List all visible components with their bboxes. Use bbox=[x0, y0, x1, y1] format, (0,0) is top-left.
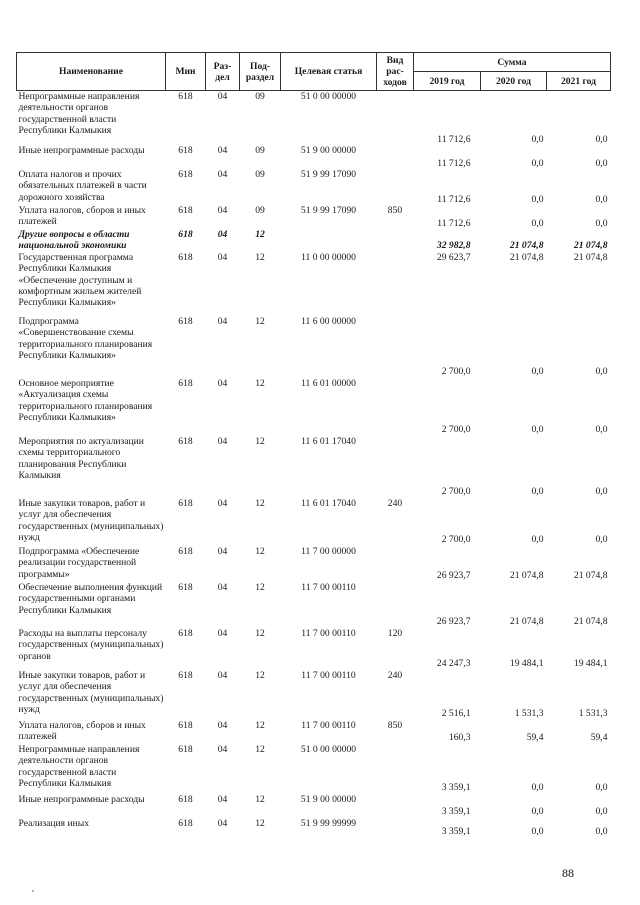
cell-razdel: 04 bbox=[217, 251, 228, 263]
cell-min: 618 bbox=[178, 627, 193, 639]
cell-2020: 21 074,8 bbox=[509, 570, 544, 582]
cell-2020: 0,0 bbox=[531, 366, 544, 378]
cell-2021: 21 074,8 bbox=[573, 616, 608, 628]
cell-podrazdel: 12 bbox=[255, 377, 265, 389]
cell-vid-rashodov: 120 bbox=[387, 627, 403, 639]
table-row bbox=[17, 436, 611, 498]
cell-min: 618 bbox=[178, 435, 193, 447]
table-body bbox=[17, 91, 611, 838]
cell-2020: 0,0 bbox=[531, 424, 544, 436]
cell-razdel: 04 bbox=[217, 315, 228, 327]
cell-podrazdel: 12 bbox=[255, 719, 265, 731]
cell-celevaya-statya: 51 0 00 00000 bbox=[300, 743, 357, 755]
table-row bbox=[17, 794, 611, 818]
cell-razdel: 04 bbox=[217, 719, 228, 731]
table-header bbox=[17, 53, 611, 91]
cell-vid-rashodov bbox=[377, 794, 414, 818]
cell-razdel: 04 bbox=[217, 205, 228, 216]
cell-podrazdel: 12 bbox=[255, 229, 265, 240]
cell-min: 618 bbox=[178, 581, 193, 593]
cell-vid-rashodov: 850 bbox=[387, 719, 403, 731]
cell-2021: 59,4 bbox=[590, 732, 608, 744]
table-row bbox=[17, 498, 611, 546]
cell-name: Подпрограмма «Обеспечение реализации государственной программы» bbox=[18, 545, 140, 580]
cell-podrazdel: 12 bbox=[255, 545, 265, 557]
table-row bbox=[17, 252, 611, 316]
cell-2019: 11 712,6 bbox=[437, 193, 471, 205]
cell-name: Иные закупки товаров, работ и услуг для обеспечения государственных (муниципальных) нужд bbox=[18, 497, 164, 544]
cell-min: 618 bbox=[178, 251, 193, 263]
cell-celevaya-statya: 51 9 99 99999 bbox=[300, 817, 357, 829]
table-row bbox=[17, 670, 611, 720]
cell-podrazdel: 12 bbox=[255, 669, 265, 681]
cell-min: 618 bbox=[178, 793, 193, 805]
table-row-section bbox=[17, 229, 611, 252]
cell-celevaya-statya: 11 7 00 00000 bbox=[301, 545, 356, 557]
cell-razdel: 04 bbox=[217, 581, 228, 593]
cell-celevaya-statya: 11 6 01 17040 bbox=[301, 497, 356, 509]
cell-name: Непрограммные направления деятельности органов государственной власти Республики Калмыкия bbox=[18, 743, 140, 790]
cell-razdel: 04 bbox=[217, 669, 228, 681]
cell-vid-rashodov: 240 bbox=[387, 669, 403, 681]
cell-2021: 21 074,8 bbox=[573, 240, 608, 252]
cell-vid-rashodov bbox=[377, 169, 414, 205]
cell-min: 618 bbox=[178, 377, 193, 389]
cell-2019: 26 923,7 bbox=[436, 570, 471, 582]
cell-celevaya-statya bbox=[281, 229, 377, 252]
cell-min: 618 bbox=[178, 205, 193, 216]
cell-2020: 19 484,1 bbox=[509, 658, 544, 670]
cell-celevaya-statya: 51 9 99 17090 bbox=[300, 205, 357, 216]
cell-min: 618 bbox=[178, 743, 193, 755]
cell-name: Оплата налогов и прочих обязательных платежей в части дорожного хозяйства bbox=[18, 169, 147, 203]
cell-min: 618 bbox=[178, 145, 193, 156]
cell-name: Расходы на выплаты персоналу государственных (муниципальных) органов bbox=[18, 627, 164, 662]
cell-2020: 21 074,8 bbox=[509, 240, 544, 252]
cell-2019: 2 700,0 bbox=[441, 534, 471, 546]
cell-vid-rashodov: 850 bbox=[387, 205, 403, 216]
cell-2019: 3 359,1 bbox=[441, 782, 471, 794]
cell-celevaya-statya: 51 9 00 00000 bbox=[300, 793, 357, 805]
cell-2019: 2 700,0 bbox=[441, 366, 471, 378]
cell-min: 618 bbox=[178, 497, 193, 509]
cell-2021: 0,0 bbox=[595, 534, 608, 546]
cell-podrazdel: 12 bbox=[255, 627, 265, 639]
cell-2019: 2 700,0 bbox=[441, 486, 471, 498]
cell-2020: 0,0 bbox=[531, 534, 544, 546]
table-row bbox=[17, 145, 611, 169]
cell-celevaya-statya: 11 7 00 00110 bbox=[301, 581, 356, 593]
cell-podrazdel: 09 bbox=[255, 169, 265, 180]
cell-2019: 32 982,8 bbox=[436, 240, 471, 252]
cell-2020: 0,0 bbox=[531, 826, 544, 838]
cell-vid-rashodov bbox=[377, 818, 414, 838]
cell-2020: 0,0 bbox=[531, 157, 544, 169]
cell-min: 618 bbox=[178, 315, 193, 327]
cell-2020: 0,0 bbox=[531, 806, 544, 818]
cell-name: Другие вопросы в области национальной экономики bbox=[18, 229, 130, 252]
cell-2021: 21 074,8 bbox=[573, 570, 608, 582]
cell-2021: 0,0 bbox=[595, 133, 608, 145]
cell-vid-rashodov bbox=[377, 744, 414, 794]
cell-celevaya-statya: 11 7 00 00110 bbox=[301, 669, 356, 681]
header-celevaya-statya: Целевая статья bbox=[281, 53, 377, 91]
cell-podrazdel: 12 bbox=[255, 251, 265, 263]
table-row bbox=[17, 720, 611, 744]
cell-vid-rashodov bbox=[377, 252, 414, 316]
table-row bbox=[17, 169, 611, 205]
cell-2019: 3 359,1 bbox=[441, 826, 471, 838]
cell-min: 618 bbox=[178, 669, 193, 681]
cell-razdel: 04 bbox=[217, 377, 228, 389]
cell-name: Иные непрограммные расходы bbox=[18, 793, 145, 805]
cell-razdel: 04 bbox=[217, 497, 228, 509]
cell-2021: 0,0 bbox=[595, 782, 608, 794]
cell-celevaya-statya: 11 6 01 17040 bbox=[301, 435, 356, 447]
cell-name: Иные непрограммные расходы bbox=[18, 145, 145, 156]
cell-2020: 1 531,3 bbox=[514, 708, 544, 720]
cell-2019: 11 712,6 bbox=[437, 133, 471, 145]
cell-vid-rashodov: 240 bbox=[387, 497, 403, 509]
cell-2021: 0,0 bbox=[595, 217, 608, 229]
cell-razdel: 04 bbox=[217, 91, 228, 102]
table-row bbox=[17, 744, 611, 794]
cell-celevaya-statya: 11 7 00 00110 bbox=[301, 627, 356, 639]
cell-2021: 0,0 bbox=[595, 826, 608, 838]
cell-name: Подпрограмма «Совершенствование схемы территориального планирования Республики Калмыкия» bbox=[18, 315, 153, 362]
cell-vid-rashodov bbox=[377, 229, 414, 252]
cell-celevaya-statya: 11 6 01 00000 bbox=[301, 377, 356, 389]
cell-2020: 21 074,8 bbox=[509, 251, 544, 263]
cell-vid-rashodov bbox=[377, 436, 414, 498]
cell-vid-rashodov bbox=[377, 546, 414, 582]
cell-2019: 29 623,7 bbox=[436, 251, 471, 263]
cell-name: Уплата налогов, сборов и иных платежей bbox=[18, 719, 146, 743]
cell-2019: 11 712,6 bbox=[437, 217, 471, 229]
cell-name: Непрограммные направления деятельности органов государственной власти Республики Калмыкия bbox=[18, 91, 140, 137]
cell-podrazdel: 12 bbox=[255, 743, 265, 755]
cell-2020: 0,0 bbox=[531, 217, 544, 229]
cell-min: 618 bbox=[178, 229, 193, 240]
cell-razdel: 04 bbox=[217, 817, 228, 829]
header-summa: Сумма bbox=[414, 53, 611, 72]
table-row bbox=[17, 546, 611, 582]
cell-razdel: 04 bbox=[217, 627, 228, 639]
cell-podrazdel: 12 bbox=[255, 581, 265, 593]
header-vid-rashodov: Вид рас-ходов bbox=[377, 53, 414, 91]
table-row bbox=[17, 378, 611, 436]
cell-name: Иные закупки товаров, работ и услуг для обеспечения государственных (муниципальных) нужд bbox=[18, 669, 164, 716]
table-row bbox=[17, 628, 611, 670]
cell-2021: 21 074,8 bbox=[573, 251, 608, 263]
cell-2020: 21 074,8 bbox=[509, 616, 544, 628]
cell-vid-rashodov bbox=[377, 378, 414, 436]
cell-celevaya-statya: 11 6 00 00000 bbox=[301, 315, 356, 327]
table-row bbox=[17, 91, 611, 146]
header-year-2021: 2021 год bbox=[547, 72, 611, 91]
cell-vid-rashodov bbox=[377, 316, 414, 378]
cell-razdel: 04 bbox=[217, 435, 228, 447]
cell-2020: 0,0 bbox=[531, 782, 544, 794]
cell-celevaya-statya: 51 0 00 00000 bbox=[300, 91, 357, 102]
table-row bbox=[17, 818, 611, 838]
cell-celevaya-statya: 11 7 00 00110 bbox=[301, 719, 356, 731]
cell-2021: 1 531,3 bbox=[578, 708, 608, 720]
cell-name: Основное мероприятие «Актуализация схемы территориального планирования Республики Калмыкия» bbox=[18, 377, 153, 424]
header-podrazdel: Под-раздел bbox=[240, 53, 281, 91]
cell-celevaya-statya: 51 9 99 17090 bbox=[300, 169, 357, 180]
cell-2021: 0,0 bbox=[595, 806, 608, 818]
cell-razdel: 04 bbox=[217, 793, 228, 805]
table-row bbox=[17, 205, 611, 229]
cell-min: 618 bbox=[178, 545, 193, 557]
cell-razdel: 04 bbox=[217, 145, 228, 156]
cell-razdel: 04 bbox=[217, 169, 228, 180]
cell-2020: 59,4 bbox=[526, 732, 544, 744]
cell-name: Мероприятия по актуализации схемы территориального планирования Республики Калмыкия bbox=[18, 435, 144, 482]
header-year-2019: 2019 год bbox=[414, 72, 481, 91]
cell-2020: 0,0 bbox=[531, 193, 544, 205]
cell-podrazdel: 09 bbox=[255, 205, 265, 216]
cell-2021: 0,0 bbox=[595, 193, 608, 205]
cell-razdel: 04 bbox=[217, 229, 228, 240]
cell-2019: 2 700,0 bbox=[441, 424, 471, 436]
cell-min: 618 bbox=[178, 817, 193, 829]
cell-2019: 11 712,6 bbox=[437, 157, 471, 169]
cell-name: Обеспечение выполнения функций государственными органами Республики Калмыкия bbox=[18, 581, 163, 616]
cell-podrazdel: 09 bbox=[255, 91, 265, 102]
cell-celevaya-statya: 11 0 00 00000 bbox=[301, 251, 356, 263]
table-row bbox=[17, 316, 611, 378]
budget-table bbox=[16, 52, 611, 838]
cell-min: 618 bbox=[178, 91, 193, 102]
header-name: Наименование bbox=[17, 53, 166, 91]
cell-name: Реализация иных bbox=[18, 817, 89, 829]
cell-name: Государственная программа Республики Калмыкия «Обеспечение доступным и комфортным жильем жителей Республики Калмыкия» bbox=[18, 251, 142, 309]
cell-2021: 0,0 bbox=[595, 424, 608, 436]
cell-2021: 19 484,1 bbox=[573, 658, 608, 670]
cell-2021: 0,0 bbox=[595, 486, 608, 498]
header-razdel: Раз-дел bbox=[206, 53, 240, 91]
cell-podrazdel: 12 bbox=[255, 435, 265, 447]
cell-2019: 3 359,1 bbox=[441, 806, 471, 818]
cell-min: 618 bbox=[178, 169, 193, 180]
cell-2019: 26 923,7 bbox=[436, 616, 471, 628]
cell-podrazdel: 12 bbox=[255, 497, 265, 509]
cell-2021: 0,0 bbox=[595, 366, 608, 378]
cell-vid-rashodov bbox=[377, 582, 414, 628]
cell-podrazdel: 12 bbox=[255, 315, 265, 327]
cell-podrazdel: 12 bbox=[255, 817, 265, 829]
cell-2019: 2 516,1 bbox=[441, 708, 471, 720]
table-row bbox=[17, 582, 611, 628]
cell-min: 618 bbox=[178, 719, 193, 731]
scan-artifact-dot bbox=[32, 890, 34, 892]
cell-2019: 24 247,3 bbox=[436, 658, 471, 670]
cell-podrazdel: 12 bbox=[255, 793, 265, 805]
cell-celevaya-statya: 51 9 00 00000 bbox=[300, 145, 357, 156]
cell-name: Уплата налогов, сборов и иных платежей bbox=[18, 205, 146, 228]
cell-razdel: 04 bbox=[217, 743, 228, 755]
cell-podrazdel: 09 bbox=[255, 145, 265, 156]
cell-vid-rashodov bbox=[377, 91, 414, 146]
cell-2019: 160,3 bbox=[448, 732, 471, 744]
cell-vid-rashodov bbox=[377, 145, 414, 169]
cell-2020: 0,0 bbox=[531, 133, 544, 145]
header-year-2020: 2020 год bbox=[481, 72, 547, 91]
cell-razdel: 04 bbox=[217, 545, 228, 557]
cell-2021: 0,0 bbox=[595, 157, 608, 169]
page-number: 88 bbox=[562, 866, 574, 880]
cell-2020: 0,0 bbox=[531, 486, 544, 498]
header-min: Мин bbox=[166, 53, 206, 91]
